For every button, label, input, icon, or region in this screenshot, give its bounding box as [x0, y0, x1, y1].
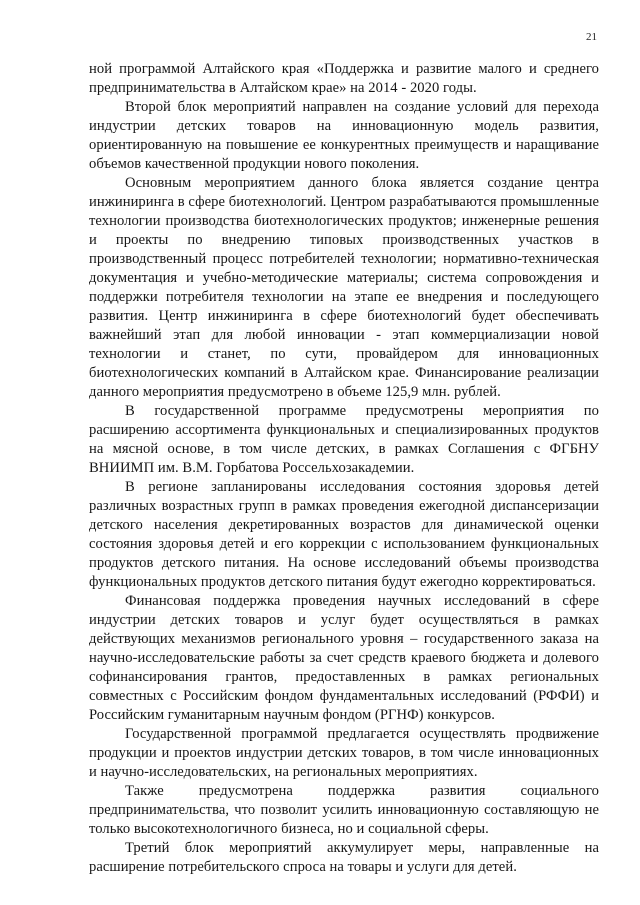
paragraph: Также предусмотрена поддержка развития социального предпринимательства, что позволит усилить инновационную составляющую не только высокотехнологичного бизнеса, но и социальной сферы.: [89, 783, 599, 837]
paragraph: Основным мероприятием данного блока является создание центра инжиниринга в сфере биотехнологий. Центром разрабатываются промышленные технологии производства биотехнологических продуктов; инженерные решения и проекты по внедрению типовых производственных участков в производственный процесс потребителей технологии; нормативно-техническая документация и учебно-методические материалы; система сопровождения и поддержки потребителя технологии на этапе ее внедрения и последующего развития. Центр инжиниринга в сфере биотехнологий будет обеспечивать важнейший этап для любой инновации - этап коммерциализации новой технологии и станет, по сути, провайдером для инновационных биотехнологических компаний в Алтайском крае. Финансирование реализации данного мероприятия предусмотрено в объеме 125,9 млн. рублей.: [89, 175, 599, 400]
body-text: [89, 60, 599, 877]
paragraph: В регионе запланированы исследования состояния здоровья детей различных возрастных групп в рамках проведения ежегодной диспансеризации детского населения декретированных возрастов для динамической оценки состояния здоровья детей и его коррекции с использованием функциональных продуктов детского питания. На основе исследований объемы производства функциональных продуктов детского питания будут ежегодно корректироваться.: [89, 479, 599, 590]
paragraph: Третий блок мероприятий аккумулирует меры, направленные на расширение потребительского спроса на товары и услуги для детей.: [89, 840, 599, 875]
page-number: 21: [586, 31, 597, 43]
paragraph: Второй блок мероприятий направлен на создание условий для перехода индустрии детских товаров на инновационную модель развития, ориентированную на повышение ее конкурентных преимуществ и наращивание объемов качественной продукции нового поколения.: [89, 99, 599, 172]
paragraph: В государственной программе предусмотрены мероприятия по расширению ассортимента функциональных и специализированных продуктов на мясной основе, в том числе детских, в рамках Соглашения с ФГБНУ ВНИИМП им. В.М. Горбатова Россельхозакадемии.: [89, 403, 599, 476]
paragraph-continuation: ной программой Алтайского края «Поддержка и развитие малого и среднего предпринимательства в Алтайском крае» на 2014 - 2020 годы.: [89, 61, 599, 96]
paragraph: Государственной программой предлагается осуществлять продвижение продукции и проектов индустрии детских товаров, в том числе инновационных и научно-исследовательских, на региональных мероприятиях.: [89, 726, 599, 780]
paragraph: Финансовая поддержка проведения научных исследований в сфере индустрии детских товаров и услуг будет осуществляться в рамках действующих механизмов регионального уровня – государственного заказа на научно-исследовательские работы за счет средств краевого бюджета и долевого софинансирования грантов, предоставленных в рамках региональных совместных с Российским фондом фундаментальных исследований (РФФИ) и Российским гуманитарным научным фондом (РГНФ) конкурсов.: [89, 593, 599, 723]
